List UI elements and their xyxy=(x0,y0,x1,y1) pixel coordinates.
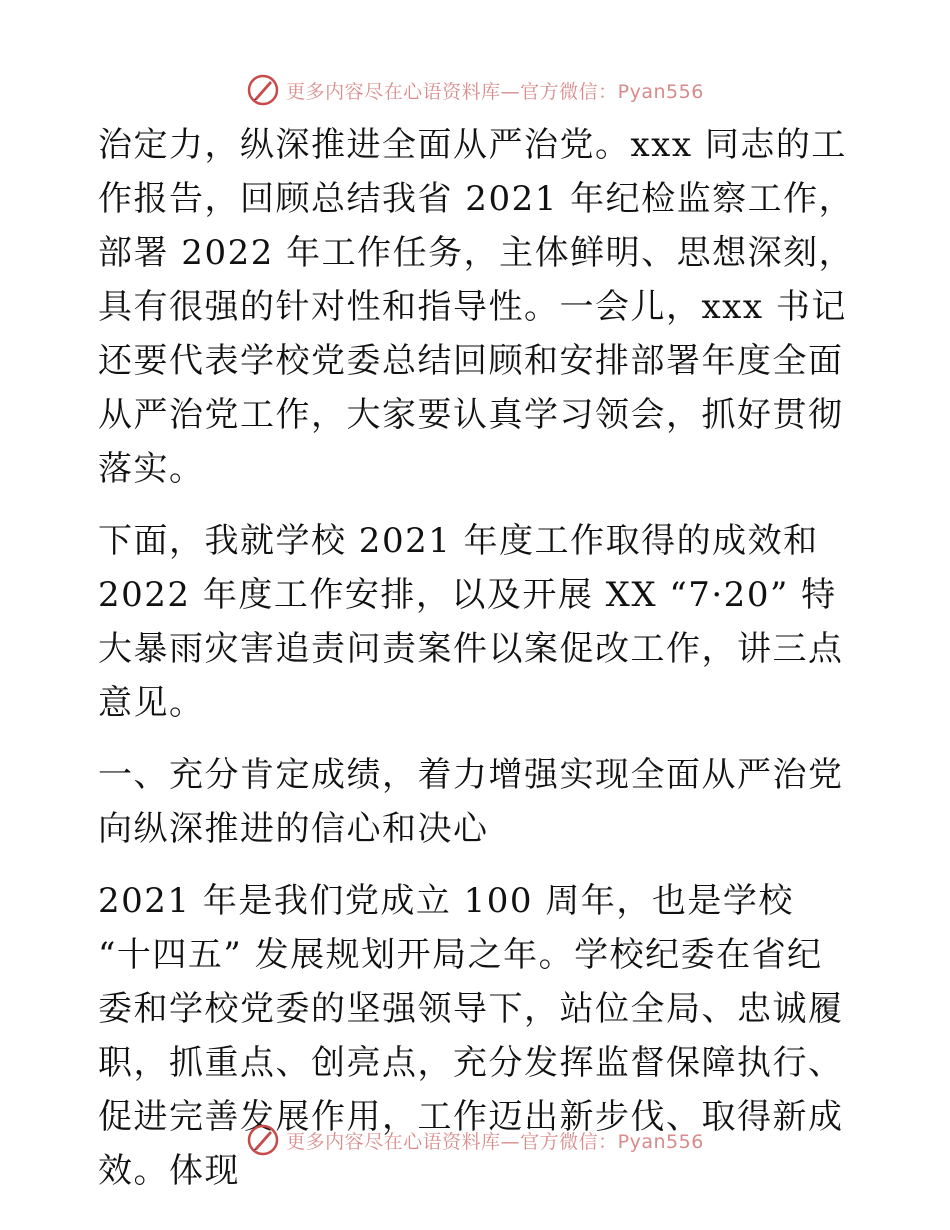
header-banner-text: 更多内容尽在心语资料库—官方微信：Pyan556 xyxy=(286,80,704,103)
footer-banner-text: 更多内容尽在心语资料库—官方微信：Pyan556 xyxy=(286,1130,704,1153)
document-body xyxy=(98,118,858,1198)
header-banner xyxy=(0,70,950,110)
quill-logo-icon xyxy=(246,1123,280,1157)
paragraph-3: 2021 年是我们党成立 100 周年，也是学校 “十四五” 发展规划开局之年。学校纪委在省纪委和学校党委的坚强领导下，站位全局、忠诚履职，抓重点、创亮点，充分发挥监督保障执行、促进完善发展作用，工作迈出新步伐、取得新成效。体现 xyxy=(98,881,844,1191)
paragraph-2: 下面，我就学校 2021 年度工作取得的成效和 2022 年度工作安排，以及开展 XX “7·20” 特大暴雨灾害追责问责案件以案促改工作，讲三点意见。 xyxy=(98,521,844,723)
footer-banner xyxy=(0,1120,950,1160)
section-heading-1: 一、充分肯定成绩，着力增强实现全面从严治党向纵深推进的信心和决心 xyxy=(98,755,844,849)
paragraph-1: 治定力，纵深推进全面从严治党。xxx 同志的工作报告，回顾总结我省 2021 年纪检监察工作，部署 2022 年工作任务，主体鲜明、思想深刻，具有很强的针对性和指导性。一会儿，xxx 书记还要代表学校党委总结回顾和安排部署年度全面从严治党工作，大家要认真学习领会，抓好贯彻落实。 xyxy=(98,125,855,489)
quill-logo-icon xyxy=(246,73,280,107)
